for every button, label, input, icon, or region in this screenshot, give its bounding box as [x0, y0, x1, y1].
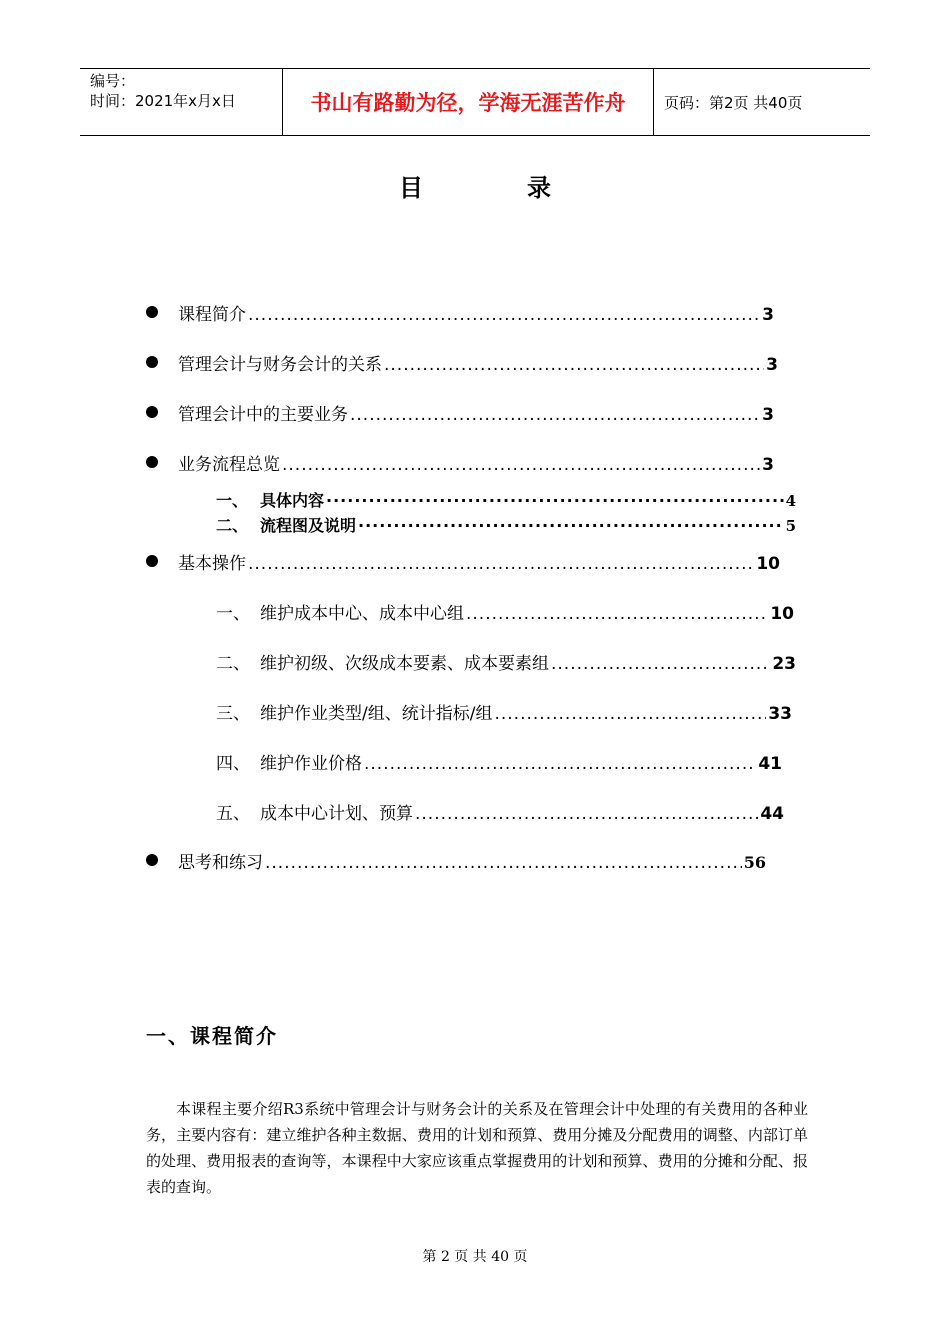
header-meta: [80, 69, 282, 135]
toc-leader: [282, 455, 760, 475]
toc-entry-text: 业务流程总览: [178, 455, 280, 475]
section-heading: 一、课程简介: [146, 1024, 278, 1048]
page-footer: 第 2 页 共 40 页: [422, 1249, 528, 1265]
toc-subentry[interactable]: [216, 699, 792, 724]
toc-entry-page: 3: [762, 455, 774, 475]
title-char-2: 录: [527, 173, 551, 202]
toc-entry-page: 3: [766, 355, 778, 375]
header-page-info: 页码：第2页 共40页: [664, 93, 803, 112]
toc-subentry-text: 维护初级、次级成本要素、成本要素组: [260, 654, 549, 674]
toc-leader: [551, 654, 770, 674]
toc-leader: [384, 355, 764, 375]
toc-leader: [248, 554, 754, 574]
toc-subentry[interactable]: [216, 513, 796, 536]
toc-subentry-text: 维护作业价格: [260, 754, 362, 774]
toc-subentry-page: 41: [758, 754, 782, 774]
toc-entry-page: 56: [743, 853, 766, 872]
toc-leader: [364, 754, 756, 774]
toc-subentry[interactable]: [216, 649, 796, 674]
toc-entry[interactable]: [178, 450, 774, 475]
toc-leader: [265, 853, 742, 873]
toc-entry[interactable]: [178, 350, 778, 375]
toc-subentry[interactable]: [216, 488, 796, 511]
section-paragraph: 本课程主要介绍R3系统中管理会计与财务会计的关系及在管理会计中处理的有关费用的各种业务，主要内容有：建立维护各种主数据、费用的计划和预算、费用分摊及分配费用的调整、内部订单的处理、费用报表的查询等，本课程中大家应该重点掌握费用的计划和预算、费用的分摊和分配、报表的查询。: [146, 1100, 808, 1196]
toc-entry[interactable]: [178, 549, 780, 574]
header-page-info-cell: [654, 69, 870, 135]
page-title: [0, 168, 950, 203]
toc-subentry-text: 维护成本中心、成本中心组: [260, 604, 464, 624]
toc-entry-text: 思考和练习: [178, 853, 263, 873]
title-char-1: 目: [399, 173, 423, 202]
toc-subentry-text: 具体内容: [260, 491, 325, 510]
toc-entry[interactable]: [178, 300, 774, 325]
toc-entry-text: 基本操作: [178, 554, 246, 574]
bullet-icon: [146, 306, 158, 318]
toc-entry[interactable]: [178, 400, 774, 425]
toc-entry-text: 管理会计中的主要业务: [178, 405, 348, 425]
toc-leader: [415, 804, 758, 824]
toc-subentry[interactable]: [216, 599, 794, 624]
toc-leader: [494, 704, 766, 724]
toc-subentry-text: 流程图及说明: [260, 516, 357, 535]
toc-entry-text: 管理会计与财务会计的关系: [178, 355, 382, 375]
header-number-label: 编号：: [90, 72, 136, 90]
bullet-icon: [146, 456, 158, 468]
toc-subentry-prefix: 二、: [216, 654, 250, 674]
toc-subentry-prefix: 三、: [216, 704, 250, 724]
toc-entry-page: 10: [756, 554, 780, 574]
toc-subentry-text: 维护作业类型/组、统计指标/组: [260, 704, 493, 724]
toc-entry-text: 课程简介: [178, 305, 246, 325]
toc-entry-page: 3: [762, 405, 774, 425]
toc-subentry[interactable]: [216, 749, 782, 774]
toc-leader: [326, 491, 784, 510]
toc-subentry[interactable]: [216, 799, 784, 824]
toc-subentry-prefix: 一、: [216, 604, 250, 624]
toc-subentry-prefix: 二、: [216, 516, 249, 535]
header-motto: 书山有路勤为径，学海无涯苦作舟: [310, 91, 626, 115]
bullet-icon: [146, 356, 158, 368]
toc-leader: [466, 604, 768, 624]
toc-subentry-page: 33: [768, 704, 792, 724]
bullet-icon: [146, 555, 158, 567]
toc-subentry-page: 5: [785, 517, 796, 535]
header-time-label: 时间：2021年x月x日: [90, 92, 236, 110]
toc-subentry-text: 成本中心计划、预算: [260, 804, 413, 824]
toc-subentry-page: 23: [772, 654, 796, 674]
bullet-icon: [146, 406, 158, 418]
toc-leader: [350, 405, 760, 425]
toc-subentry-prefix: 一、: [216, 491, 249, 510]
toc-subentry-prefix: 四、: [216, 754, 250, 774]
bullet-icon: [146, 854, 158, 866]
toc-subentry-page: 10: [770, 604, 794, 624]
toc-entry[interactable]: [178, 848, 766, 873]
toc-leader: [248, 305, 760, 325]
page-header: [80, 68, 870, 136]
toc-subentry-prefix: 五、: [216, 804, 250, 824]
toc-subentry-page: 4: [785, 492, 796, 510]
header-motto-cell: [282, 69, 654, 135]
toc-entry-page: 3: [762, 305, 774, 325]
toc-leader: [358, 516, 784, 535]
toc-subentry-page: 44: [760, 804, 784, 824]
